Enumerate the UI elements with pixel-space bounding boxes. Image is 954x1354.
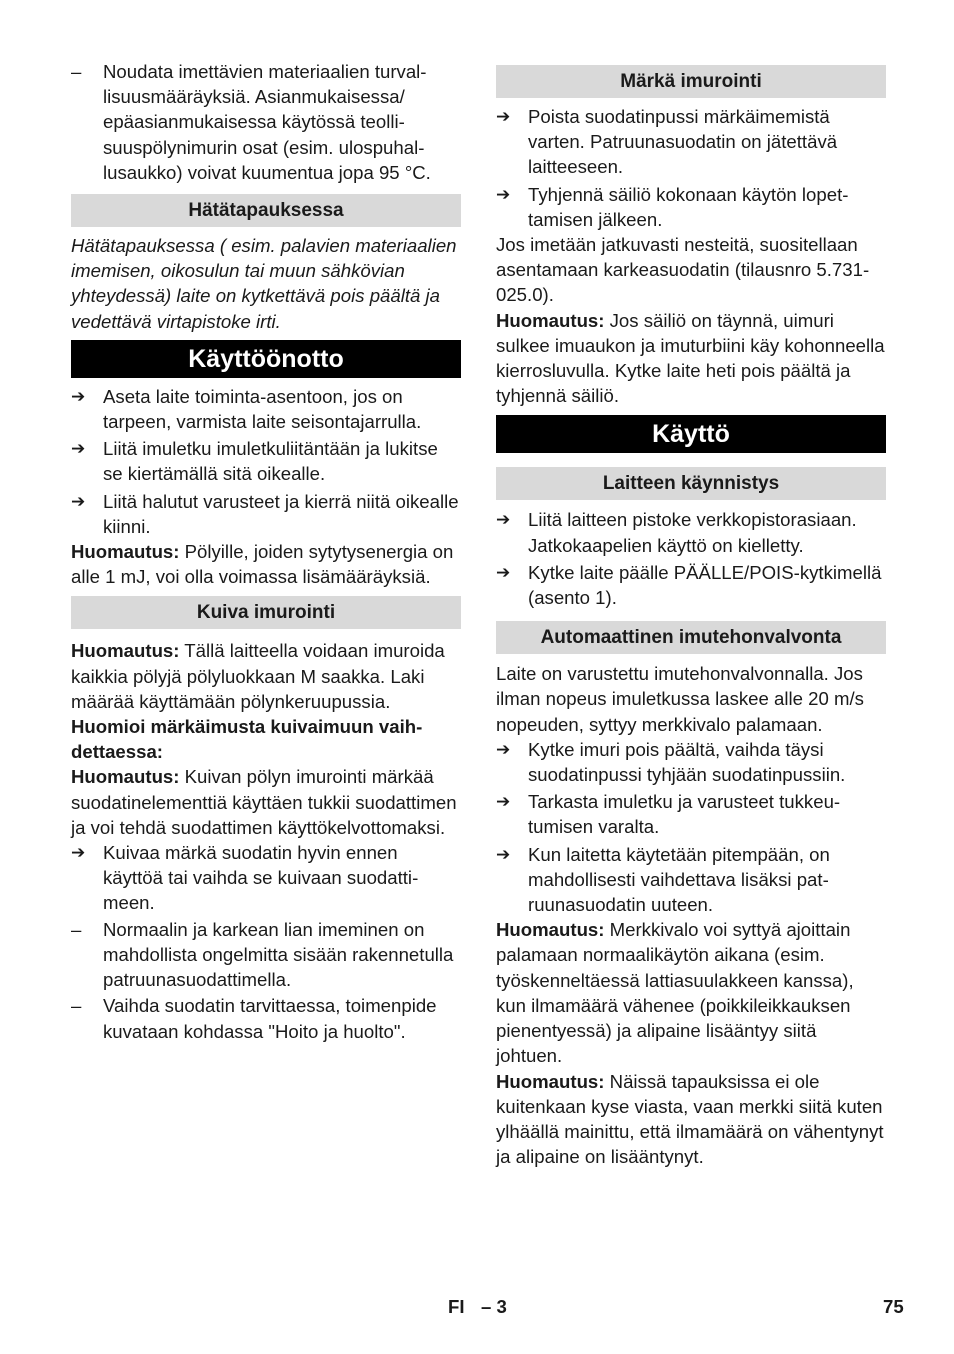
monitoring-heading: Automaattinen imutehonvalvonta bbox=[496, 621, 886, 654]
dry-note-2 bbox=[71, 764, 461, 840]
note-label: Huomautus: bbox=[496, 309, 605, 331]
note-label: Huomautus: bbox=[71, 766, 180, 788]
commissioning-note bbox=[71, 539, 461, 589]
step-item: ➔ Liitä halutut varusteet ja kierrä niitä oikealle kiinni. bbox=[71, 489, 461, 539]
dry-note-1 bbox=[71, 638, 461, 714]
safety-item: – Noudata imettävien materiaalien turvallisuusmääräyksiä. Asianmukaisessa/ epäasianmukaisessa käytössä teollisuuspölynimurin osat (esim. ulospuhallusaukko) voivat kuumentua jopa 95 °C. bbox=[71, 59, 461, 185]
step-item: ➔ Liitä laitteen pistoke verkkopistorasiaan. Jatkokaapelien käyttö on kielletty. bbox=[496, 507, 886, 557]
monitoring-note-2 bbox=[496, 1069, 886, 1170]
startup-heading: Laitteen käynnistys bbox=[496, 467, 886, 500]
monitoring-text: Laite on varustettu imutehonvalvonnalla. Jos ilman nopeus imuletkussa laskee alle 20 m/s nopeuden, syttyy merkkivalo palamaan. bbox=[496, 663, 864, 735]
note-label: Huomautus: bbox=[71, 640, 180, 662]
monitoring-note-1 bbox=[496, 917, 886, 1068]
step-item: ➔ Aseta laite toiminta-asentoon, jos on tarpeen, varmista laite seisontajarrulla. bbox=[71, 384, 461, 434]
step-item: ➔ Kun laitetta käytetään pitempään, on mahdollisesti vaihdettava lisäksi patruunasuodatin uuteen. bbox=[496, 842, 886, 918]
emergency-heading: Hätätapauksessa bbox=[71, 194, 461, 227]
note-text: Kuivan pölyn imurointi märkää suodatinelementtiä käyttäen tukkii suodattimen ja voi tehdä suodattimen käyttökelvottomaksi. bbox=[71, 766, 457, 838]
emergency-text: Hätätapauksessa ( esim. palavien materiaalien imemisen, oikosulun tai muun sähkövian yhteydessä) laite on kytkettävä pois päältä ja vedettävä virtapistoke irti. bbox=[71, 235, 457, 332]
note-label: Huomautus: bbox=[71, 541, 180, 563]
page-number: 75 bbox=[883, 1296, 904, 1317]
dry-item: – Vaihda suodatin tarvittaessa, toimenpide kuvataan kohdassa "Hoito ja huolto". bbox=[71, 993, 461, 1043]
dry-warning: Huomioi märkäimusta kuivaimuun vaihdettaessa: bbox=[71, 716, 423, 763]
footer-language: FI bbox=[448, 1296, 465, 1317]
note-text: Merkkivalo voi syttyä ajoittain palamaan normaalikäytön aikana (esim. työskenneltäessä lattiasuulakkeen kanssa), kun ilmamäärä vähenee (poikkileikkauksen pienentyessä) ja alipaine lisääntyy siitä johtuen. bbox=[496, 919, 854, 1067]
dry-vacuuming-heading: Kuiva imurointi bbox=[71, 596, 461, 629]
step-item: ➔ Liitä imuletku imuletkuliitäntään ja lukitse se kiertämällä sitä oikealle. bbox=[71, 436, 461, 486]
step-item: ➔ Poista suodatinpussi märkäimemistä varten. Patruunasuodatin on jätettävä laitteeseen. bbox=[496, 104, 886, 180]
note-text: Pölyille, joiden sytytysenergia on alle 1 mJ, voi olla voimassa lisämääräyksiä. bbox=[71, 541, 454, 588]
note-label: Huomautus: bbox=[496, 919, 605, 941]
step-item: ➔ Tyhjennä säiliö kokonaan käytön lopettamisen jälkeen. bbox=[496, 182, 886, 232]
wet-vacuuming-heading: Märkä imurointi bbox=[496, 65, 886, 98]
commissioning-heading: Käyttöönotto bbox=[71, 340, 461, 378]
step-item: ➔ Kuivaa märkä suodatin hyvin ennen käyttöä tai vaihda se kuivaan suodattimeen. bbox=[71, 840, 461, 916]
step-item: ➔ Tarkasta imuletku ja varusteet tukkeutumisen varalta. bbox=[496, 789, 886, 839]
monitoring-steps bbox=[496, 737, 886, 917]
dry-item: – Normaalin ja karkean lian imeminen on mahdollista ongelmitta sisään rakennetulla patruunasuodattimella. bbox=[71, 917, 461, 993]
wet-text: Jos imetään jatkuvasti nesteitä, suositellaan asentamaan karkeasuodatin (tilausnro 5.731-025.0). bbox=[496, 234, 870, 306]
note-text: Näissä tapauksissa ei ole kuitenkaan kyse viasta, vaan merkki siitä kuten ylhäällä mainittu, että ilmamäärä on vähentynyt ja alipaine on lisääntynyt. bbox=[496, 1070, 884, 1168]
right-column bbox=[496, 59, 886, 1169]
step-item: ➔ Kytke laite päälle PÄÄLLE/POIS-kytkimellä (asento 1). bbox=[496, 560, 886, 610]
footer-section: – 3 bbox=[481, 1296, 507, 1317]
note-label: Huomautus: bbox=[496, 1070, 605, 1092]
left-column bbox=[71, 59, 461, 1044]
startup-steps bbox=[496, 507, 886, 610]
operation-heading: Käyttö bbox=[496, 415, 886, 453]
wet-steps bbox=[496, 104, 886, 232]
note-text: Jos säiliö on täynnä, uimuri sulkee imuaukon ja imuturbiini käy kohonneella kierrosluvulla. Kytke laite heti pois päältä ja tyhjennä säiliö. bbox=[496, 309, 885, 407]
step-item: ➔ Kytke imuri pois päältä, vaihda täysi suodatinpussi tyhjään suodatinpussiin. bbox=[496, 737, 886, 787]
commissioning-steps bbox=[71, 384, 461, 539]
note-text: Tällä laitteella voidaan imuroida kaikkia pölyjä pölyluokkaan M saakka. Laki määrää käyttämään pölynkeruupussia. bbox=[71, 640, 445, 712]
wet-note bbox=[496, 308, 886, 409]
